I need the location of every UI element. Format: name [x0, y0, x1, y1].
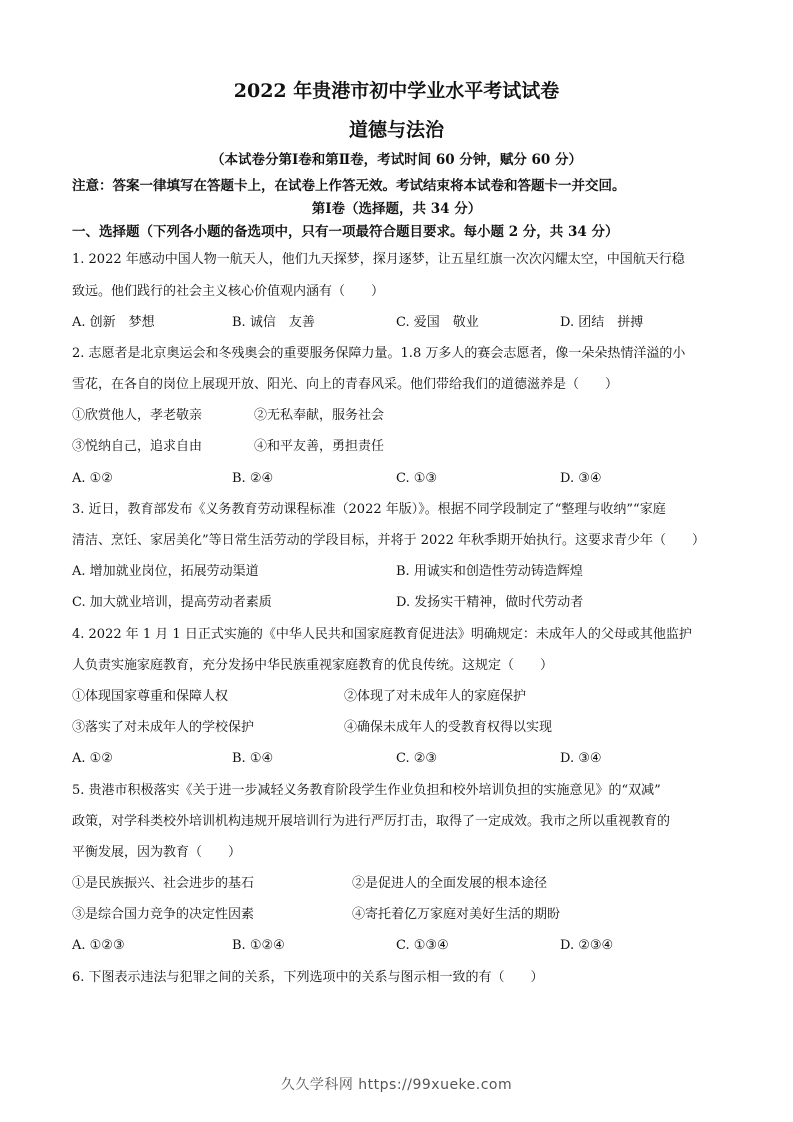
question-4-statement-3: ③落实了对未成年人的学校保护 — [72, 720, 255, 735]
question-4-option-a: A. ①② — [72, 751, 113, 766]
part-heading: 第Ⅰ卷（选择题，共 34 分） — [311, 201, 482, 217]
question-2-option-c: C. ①③ — [396, 471, 438, 486]
question-1-line-2: 致远。他们践行的社会主义核心价值观内涵有（ ） — [72, 284, 385, 299]
question-5-statement-2: ②是促进人的全面发展的根本途径 — [352, 876, 548, 891]
question-3-option-c: C. 加大就业培训，提高劳动者素质 — [72, 595, 272, 610]
question-2-option-b: B. ②④ — [232, 471, 274, 486]
question-2-statement-3: ③悦纳自己，追求自由 — [72, 439, 203, 454]
question-1-option-d: D. 团结 拼搏 — [560, 315, 644, 330]
question-5-statement-1: ①是民族振兴、社会进步的基石 — [72, 876, 255, 891]
question-4-statement-4: ④确保未成年人的受教育权得以实现 — [344, 720, 553, 735]
section-heading: 一、选择题（下列各小题的备选项中，只有一项最符合题目要求。每小题 2 分，共 34 分） — [72, 224, 619, 240]
exam-title: 2022 年贵港市初中学业水平考试试卷 — [233, 80, 560, 102]
question-5-option-a: A. ①②③ — [72, 938, 125, 953]
question-4-option-d: D. ③④ — [560, 751, 602, 766]
question-2-statement-2: ②无私奉献，服务社会 — [254, 408, 385, 423]
question-5-option-d: D. ②③④ — [560, 938, 614, 953]
question-3-option-a: A. 增加就业岗位，拓展劳动渠道 — [72, 564, 259, 579]
exam-info: （本试卷分第Ⅰ卷和第Ⅱ卷，考试时间 60 分钟，赋分 60 分） — [210, 152, 583, 168]
question-4-line-1: 4. 2022 年 1 月 1 日正式实施的《中华人民共和国家庭教育促进法》明确规定：未成年人的父母或其他监护 — [72, 627, 692, 642]
subject-title: 道德与法治 — [348, 119, 444, 141]
question-1-option-c: C. 爱国 敬业 — [396, 315, 479, 330]
question-1-line-1: 1. 2022 年感动中国人物一航天人，他们九天探梦，探月逐梦，让五星红旗一次次闪耀太空，中国航天行稳 — [72, 252, 685, 267]
question-1-option-b: B. 诚信 友善 — [232, 315, 315, 330]
question-3-line-2: 清洁、烹饪、家居美化”等日常生活劳动的学段目标，并将于 2022 年秋季期开始执行。这要求青少年（ ） — [72, 533, 705, 548]
question-5-statement-3: ③是综合国力竞争的决定性因素 — [72, 907, 255, 922]
question-5-line-3: 平衡发展，因为教育（ ） — [72, 845, 242, 860]
question-4-option-b: B. ①④ — [232, 751, 274, 766]
question-5-line-2: 政策，对学科类校外培训机构违规开展培训行为进行严厉打击，取得了一定成效。我市之所以重视教育的 — [72, 814, 671, 829]
question-4-statement-1: ①体现国家尊重和保障人权 — [72, 689, 229, 704]
question-6-line-1: 6. 下图表示违法与犯罪之间的关系，下列选项中的关系与图示相一致的有（ ） — [72, 970, 544, 985]
question-5-option-b: B. ①②④ — [232, 938, 285, 953]
question-3-option-d: D. 发扬实干精神，做时代劳动者 — [396, 595, 584, 610]
question-5-line-1: 5. 贵港市积极落实《关于进一步减轻义务教育阶段学生作业负担和校外培训负担的实施意见》的“双减” — [72, 783, 661, 798]
question-2-line-2: 雪花，在各自的岗位上展现开放、阳光、向上的青春风采。他们带给我们的道德滋养是（ ） — [72, 377, 619, 392]
footer-watermark: 久久学科网 https://99xueke.com — [280, 1077, 513, 1093]
question-2-statement-4: ④和平友善，勇担责任 — [254, 439, 385, 454]
question-3-option-b: B. 用诚实和创造性劳动铸造辉煌 — [396, 564, 583, 579]
question-4-line-2: 人负责实施家庭教育，充分发扬中华民族重视家庭教育的优良传统。这规定（ ） — [72, 658, 554, 673]
question-5-option-c: C. ①③④ — [396, 938, 449, 953]
question-2-line-1: 2. 志愿者是北京奥运会和冬残奥会的重要服务保障力量。1.8 万多人的赛会志愿者，像一朵朵热情洋溢的小 — [72, 346, 686, 361]
question-2-option-d: D. ③④ — [560, 471, 602, 486]
question-2-statement-1: ①欣赏他人，孝老敬亲 — [72, 408, 203, 423]
exam-notice: 注意：答案一律填写在答题卡上，在试卷上作答无效。考试结束将本试卷和答题卡一并交回。 — [72, 178, 626, 194]
question-4-statement-2: ②体现了对未成年人的家庭保护 — [344, 689, 527, 704]
question-4-option-c: C. ②③ — [396, 751, 438, 766]
question-1-option-a: A. 创新 梦想 — [72, 315, 155, 330]
question-2-option-a: A. ①② — [72, 471, 113, 486]
question-3-line-1: 3. 近日，教育部发布《义务教育劳动课程标准（2022 年版）》。根据不同学段制定了“整理与收纳”“家庭 — [72, 502, 666, 517]
question-5-statement-4: ④寄托着亿万家庭对美好生活的期盼 — [352, 907, 561, 922]
